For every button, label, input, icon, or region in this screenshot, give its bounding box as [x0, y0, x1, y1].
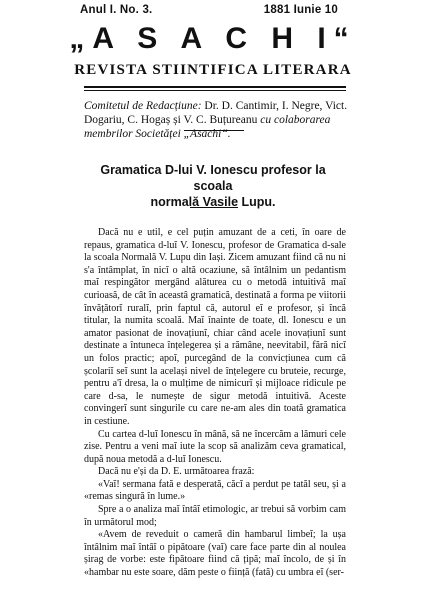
paragraph-1: Dacă nu e util, e cel puțin amuzant de a ceti, în oare de repaus, gramatica d-luĭ V. Ionescu, profesor de Gramatica d-sale la scoala Normală V. Lupu din Iași. Zicem amuzant fiind că nu ni s'a întâmplat, în nicĭ o altă ocaziune, să întâlnim un pedantism maĭ respingător mergând alăturea cu o metodă intuitivă maĭ curioasă, de cât în aceastâ gramatică, destinată a forma pe viitorii învățătorĭ ruralĭ, prin faptul că, autorul eĭ e profesor, și încă titular, la numita scoală. Maĭ înainte de toate, dl. Ionescu e un amator pasionat de inovațiunĭ, chiar când acele inovațiunĭ sunt destinate a întuneca înțelegerea și a rămâne, neevitabil, fără nicĭ un folos practic; apoĭ, purcegând de la convicțiunea cum că școlariĭ seĭ sunt la același nivel de înțelegere cu bruteie, recurge, pentru a'ĭ dresa, la o mulțime de nimicurĭ și mijloace ridicule pe care d-sa, le numește de sigur metodă intuitivă. Aceste convingerĭ sunt singurile cu care ne-am ales din toată gramatica in cestiune. — [84, 227, 346, 427]
issue-number: Anul I. No. 3. — [80, 4, 153, 16]
paragraph-4: «Vaĭ! sermana fată e desperată, căcĭ a perdut pe tatăl seu, și a «remas singură în lume.» — [84, 478, 346, 503]
issue-date: 1881 Iunie 10 — [263, 4, 338, 16]
paragraph-6: «Avem de reveduit o cameră din hambarul limbeĭ; la ușa întâlnim maĭ întâĭ o pipătoare (vaĭ) care face parte din al noulea șirag de vorbe: este fipătoare fiind că țipă; maĭ încolo, de și în «hambar nu este soare, dăm peste o ființă (fată) cu umbra eĭ (ser- — [84, 529, 346, 579]
paragraph-5: Spre a o analiza maĭ întâĭ etimologic, ar trebui să vorbim cam în următorul mod; — [84, 504, 346, 528]
editorial-committee — [84, 99, 352, 141]
committee-suffix: cu colaborarea membrilor Societăței „Asachi“. — [84, 114, 331, 140]
committee-label: Comitetul de Redacțiune: — [84, 100, 202, 112]
masthead-rule-thin — [84, 90, 346, 91]
paragraph-2: Cu cartea d-luĭ Ionescu în mână, să ne încercăm a lămuri cele zise. Pentru a veni maĭ iute la scop să analizăm ceva gramatical, după noua metodă a d-luĭ Ionescu. — [84, 428, 346, 465]
issue-line — [80, 4, 338, 16]
committee-names: Dr. D. Cantimir, I. Negre, Vict. Dogariu, C. Hogaș și V. C. Buțureanu — [84, 100, 348, 126]
section-divider — [184, 130, 244, 131]
paragraph-3: Dacă nu e'și da D. E. următoarea frază: — [98, 466, 255, 478]
masthead-rule-thick — [84, 86, 346, 88]
title-divider — [190, 207, 238, 208]
masthead-subtitle: REVISTA STIINTIFICA LITERARA — [74, 62, 352, 78]
article-title — [80, 162, 346, 210]
masthead-title: „A S A C H I“ — [69, 22, 357, 55]
article-title-line-2: normală Vasile Lupu. — [150, 195, 276, 209]
article-body — [84, 227, 346, 580]
article-title-line-1: Gramatica D-lui V. Ionescu profesor la scoala — [100, 163, 326, 193]
